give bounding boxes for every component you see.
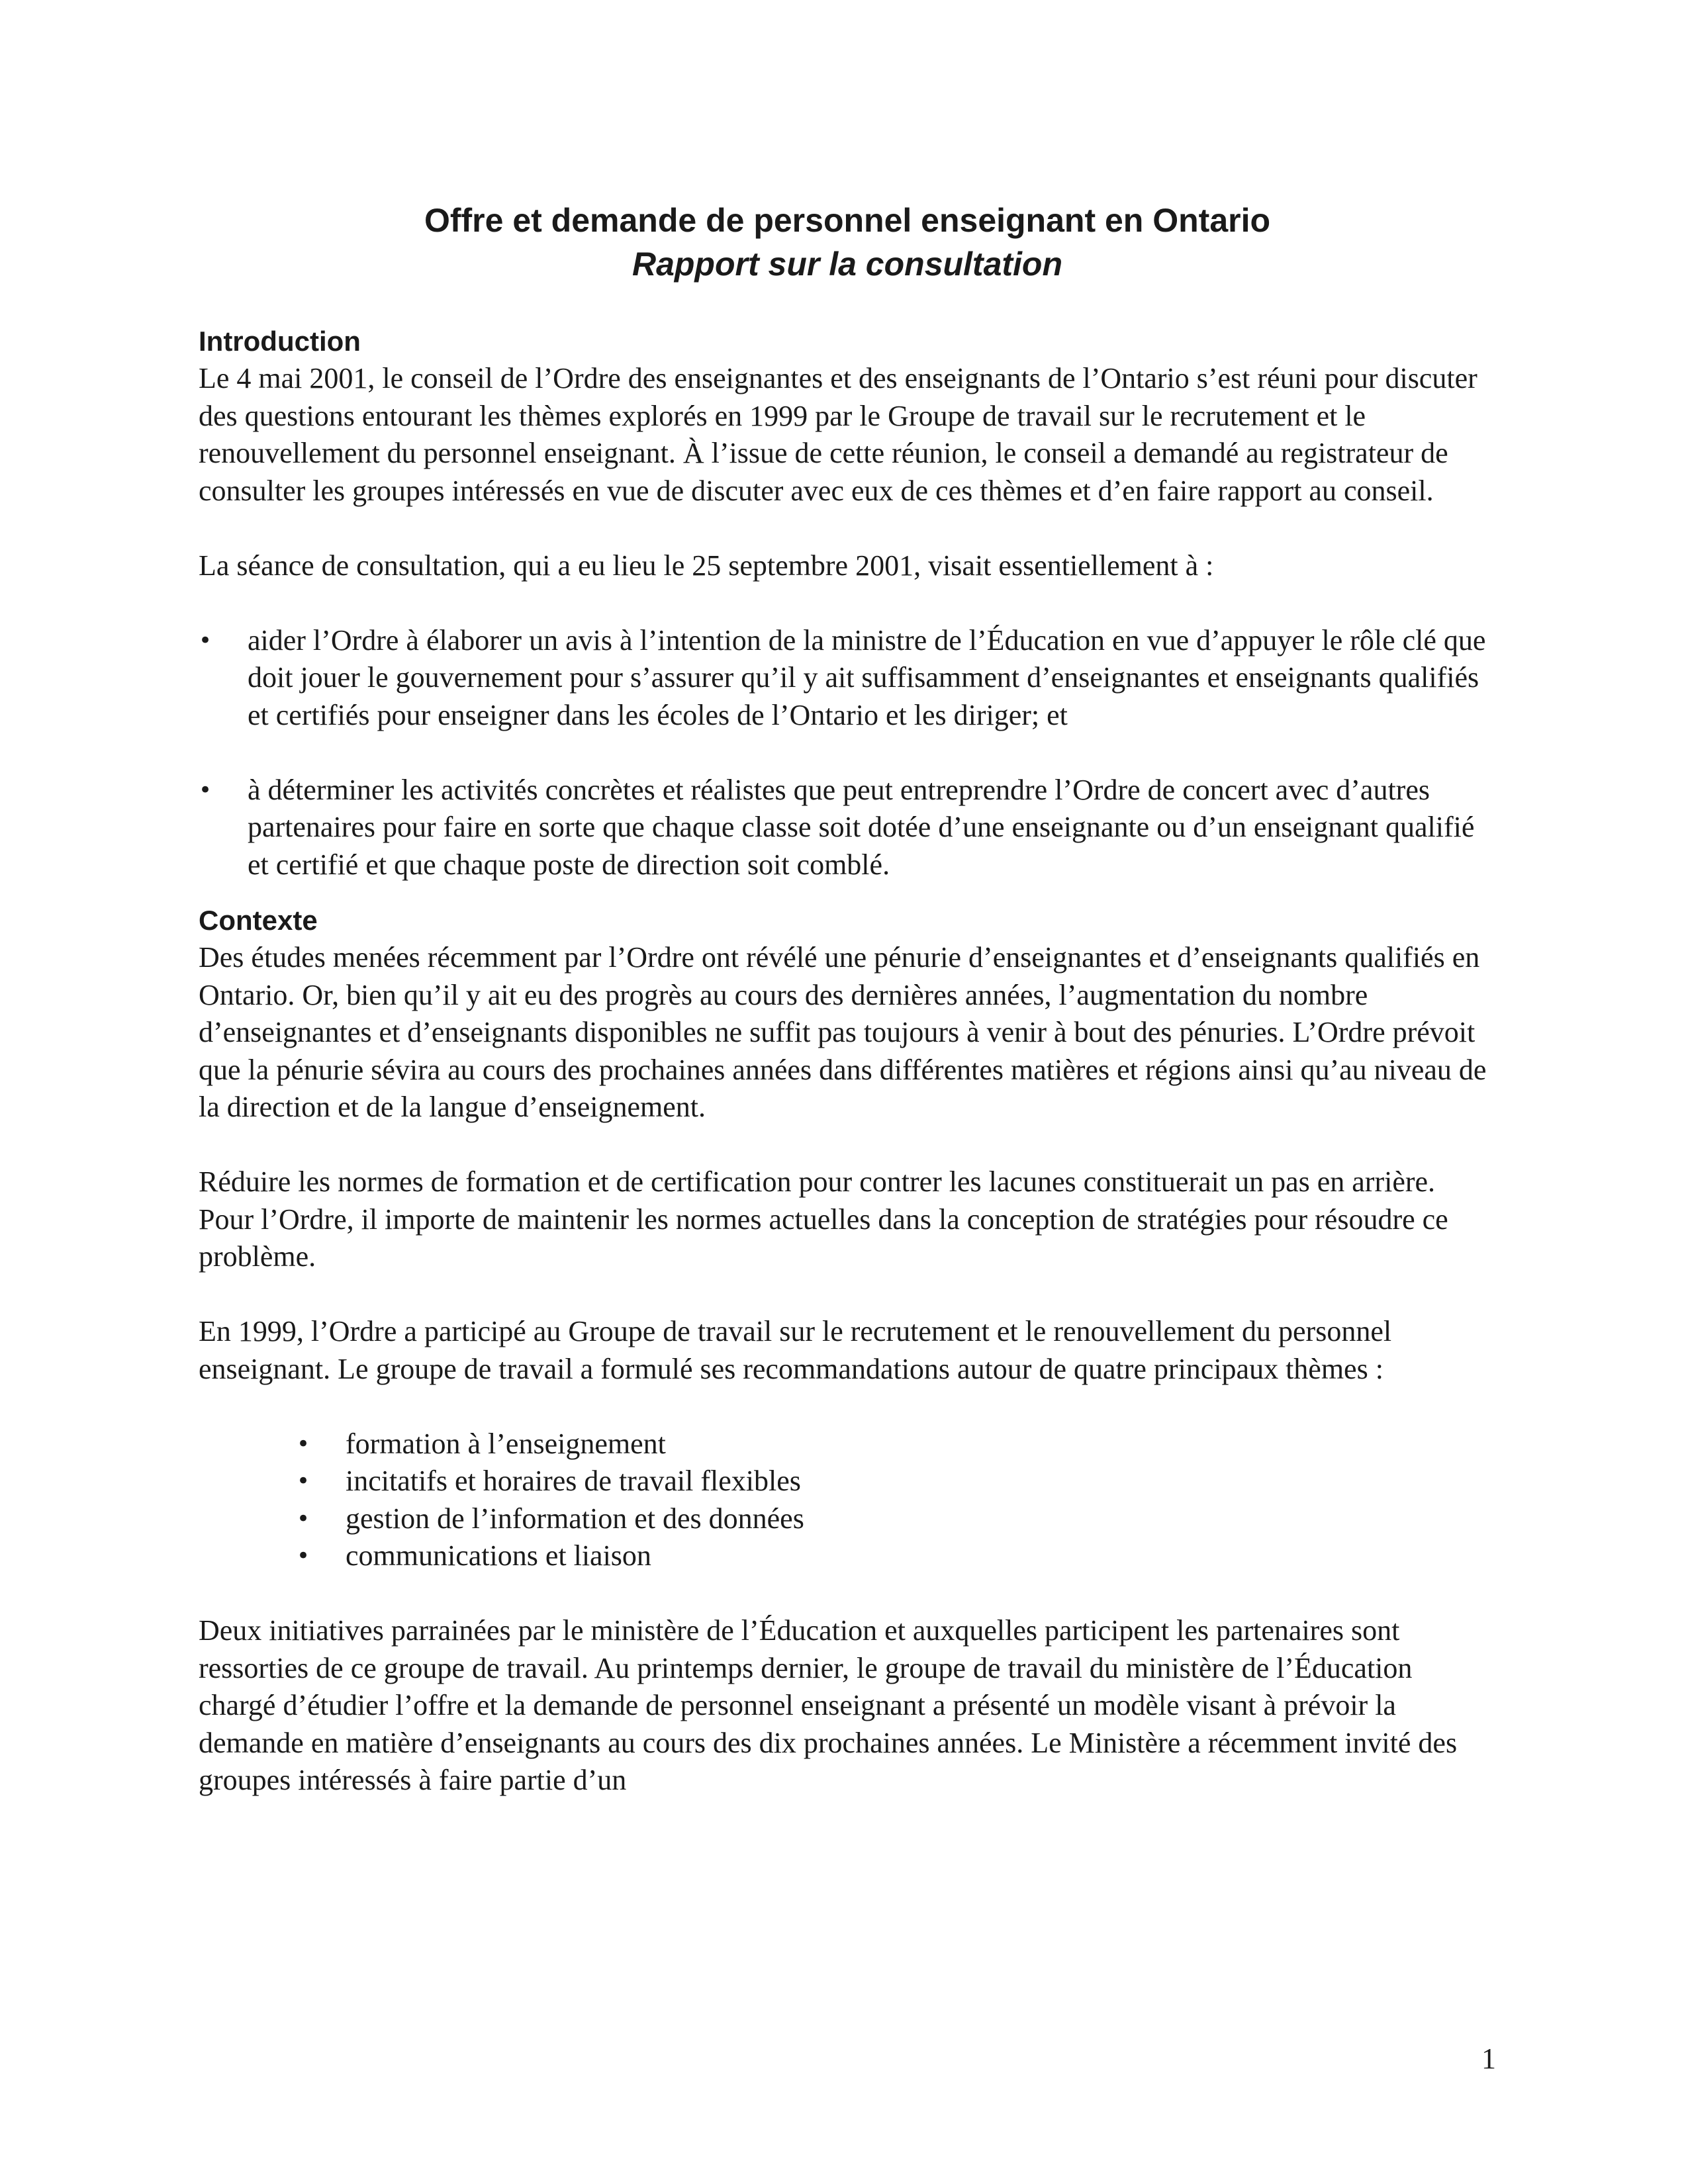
bullet-icon: • xyxy=(297,1505,310,1532)
contexte-paragraph-1: Des études menées récemment par l’Ordre ont révélé une pénurie d’enseignantes et d’enseignants qualifiés en Ontario. Or, bien qu’il y ait eu des progrès au cours des dernières années, l’augmentation du nombre d’enseignantes et d’enseignants disponibles ne suffit pas toujours à venir à bout des pénuries. L’Ordre prévoit que la pénurie sévira au cours des prochaines années dans différentes matières et régions ainsi qu’au niveau de la direction et de la langue d’enseignement. xyxy=(199,941,1487,1123)
theme-text: communications et liaison xyxy=(346,1539,651,1572)
section-introduction xyxy=(199,323,1496,884)
page-number: 1 xyxy=(1481,2042,1496,2075)
list-item xyxy=(297,1463,1496,1500)
bullet-icon: • xyxy=(297,1430,310,1457)
theme-text: formation à l’enseignement xyxy=(346,1427,666,1460)
section-heading-contexte: Contexte xyxy=(199,905,318,936)
bullet-icon: • xyxy=(297,1468,310,1494)
contexte-paragraph-4: Deux initiatives parrainées par le ministère de l’Éducation et auxquelles participent les partenaires sont ressorties de ce groupe de travail. Au printemps dernier, le groupe de travail du ministère de l’Éducation chargé d’étudier l’offre et la demande de personnel enseignant a présenté un modèle visant à prévoir la demande en matière d’enseignants au cours des dix prochaines années. Le Ministère a récemment invité des groupes intéressés à faire partie d’un xyxy=(199,1614,1458,1796)
document-page xyxy=(199,199,1496,1799)
bullet-icon: • xyxy=(297,1543,310,1569)
introduction-paragraph-2: La séance de consultation, qui a eu lieu le 25 septembre 2001, visait essentiellement à : xyxy=(199,549,1214,582)
theme-text: incitatifs et horaires de travail flexibles xyxy=(346,1465,801,1497)
objective-text: à déterminer les activités concrètes et réalistes que peut entreprendre l’Ordre de concert avec d’autres partenaires pour faire en sorte que chaque classe soit dotée d’une enseignante ou d’un enseignant qualifié et certifié et que chaque poste de direction soit comblé. xyxy=(248,773,1475,881)
list-item xyxy=(297,1500,1496,1538)
list-item xyxy=(297,1426,1496,1463)
theme-text: gestion de l’information et des données xyxy=(346,1502,804,1535)
section-contexte xyxy=(199,902,1496,1799)
list-item xyxy=(199,622,1496,735)
list-item xyxy=(199,772,1496,884)
objectives-list xyxy=(199,622,1496,884)
introduction-paragraph-1: Le 4 mai 2001, le conseil de l’Ordre des enseignantes et des enseignants de l’Ontario s’est réuni pour discuter des questions entourant les thèmes explorés en 1999 par le Groupe de travail sur le recrutement et le renouvellement du personnel enseignant. À l’issue de cette réunion, le conseil a demandé au registrateur de consulter les groupes intéressés en vue de discuter avec eux de ces thèmes et d’en faire rapport au conseil. xyxy=(199,362,1477,507)
title-block xyxy=(199,199,1496,286)
bullet-icon: • xyxy=(199,776,212,803)
document-subtitle: Rapport sur la consultation xyxy=(632,246,1063,283)
contexte-paragraph-2: Réduire les normes de formation et de certification pour contrer les lacunes constituerait un pas en arrière. Pour l’Ordre, il importe de maintenir les normes actuelles dans la conception de stratégies pour résoudre ce problème. xyxy=(199,1165,1448,1273)
themes-list xyxy=(199,1426,1496,1575)
bullet-icon: • xyxy=(199,627,212,654)
objective-text: aider l’Ordre à élaborer un avis à l’intention de la ministre de l’Éducation en vue d’appuyer le rôle clé que doit jouer le gouvernement pour s’assurer qu’il y ait suffisamment d’enseignantes et enseignants qualifiés et certifiés pour enseigner dans les écoles de l’Ontario et les diriger; et xyxy=(248,623,1486,731)
contexte-paragraph-3: En 1999, l’Ordre a participé au Groupe de travail sur le recrutement et le renouvellement du personnel enseignant. Le groupe de travail a formulé ses recommandations autour de quatre principaux thèmes : xyxy=(199,1315,1392,1385)
section-heading-introduction: Introduction xyxy=(199,326,361,357)
list-item xyxy=(297,1537,1496,1575)
document-title: Offre et demande de personnel enseignant en Ontario xyxy=(424,202,1271,239)
